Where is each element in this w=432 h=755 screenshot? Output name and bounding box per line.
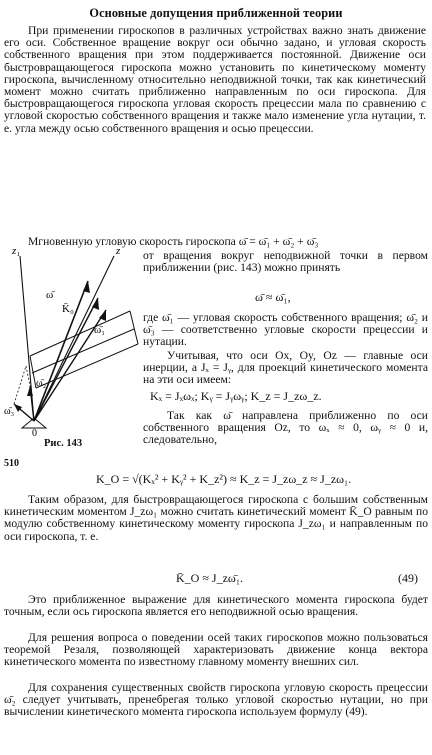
formula-projections: Kₓ = Jₓωₓ; Kᵧ = Jᵧωᵧ; K_z = J_zω_z. [150,389,322,403]
parallelogram-dash-1 [14,366,26,404]
vector-omega3-head [14,404,22,412]
paragraph-intro: При применении гироскопов в различных устройствах важно знать движение его оси. Собственное вращение вокруг оси обычно задано, и угловая скорость собственного вращения при этом поддерживается постоянной. Движение оси быстровращающегося гироскопа можно установить по кинетическому моменту гироскопа, вычисленному относительно неподвижной точки, так как кинетический момент можно считать приближенно направленным по оси гироскопа. Для быстровращающегося гироскопа угловая скорость прецессии мала по сравнению с угловой скоростью собственного вращения и также мало изменение угла нутации, т. е. угла между осью собственного вращения и осью прецессии. [4,24,426,135]
label-omega: ω̄ [46,289,54,301]
formula-49: K̄_O ≈ J_zω̄₁. [176,571,243,585]
figure-143 [2,236,142,436]
figure-caption: Рис. 143 [44,438,83,449]
label-omega3: ω̄₃ [4,406,15,417]
paragraph-fast-gyroscope: Таким образом, для быстровращающегося гироскопа с большим собственным кинетическим моментом J_zω₁ можно считать кинетический момент K̄_O равным по модулю собственному кинетическому моменту гироскопа J_zω₁ и направленным по оси гироскопа, т. е. [4,493,428,543]
vector-omega [34,298,98,421]
label-omega2: ω̄₂ [36,378,47,389]
label-ko: K̄₀ [62,303,74,315]
page-number: 510 [4,458,19,469]
vector-omega2-head [27,386,33,396]
label-origin: 0 [32,428,37,436]
paragraph-omega-along-oz: Так как ω̄ направлена приближенно по оси собственного вращения Oz, то ωₓ ≈ 0, ωᵧ ≈ 0 и, следовательно, [143,409,428,447]
label-z1: z₁ [12,245,21,257]
paragraph-precession-speed: Для сохранения существенных свойств гироскопа угловую скорость прецессии ω̄₂ следует учитывать, пренебрегая только угловой скоростью нутации, но при вычислении кинетического момента гироскопа используем формулу (49). [4,681,428,719]
paragraph-instant-velocity: Мгновенную угловую скорость гироскопа ω̄ = ω̄₁ + ω̄₂ + ω̄₃ [28,235,319,248]
label-z: z [116,245,121,257]
label-omega1: ω̄₁ [94,324,106,336]
spin-axis-z [34,256,114,421]
formula-kinetic-moment-magnitude: K_O = √(Kₓ² + Kᵧ² + K_z²) ≈ K_z = J_zω_z ≈ J_zω₁. [96,472,352,486]
disc-bottom-edge [36,344,138,388]
paragraph-omega-definitions: где ω̄₁ — угловая скорость собственного вращения; ω̄₂ и ω̄₃ — соответственно угловые скорости прецессии и нутации. [143,311,428,349]
disc-right-edge [130,311,138,344]
paragraph-principal-axes: Учитывая, что оси Ox, Oy, Oz — главные оси инерции, а Jₓ = Jᵧ, для проекций кинетического момента на эти оси имеем: [143,349,428,387]
equation-number: (49) [398,571,418,585]
paragraph-resal-theorem: Для решения вопроса о поведении осей таких гироскопов можно пользоваться теоремой Резаля, позволяющей характеризовать движение конца вектора кинетического момента по известному главному моменту внешних сил. [4,631,428,669]
formula-omega-approx: ω̄ ≈ ω̄₁, [255,290,291,304]
paragraph-first-approximation: от вращения вокруг неподвижной точки в первом приближении (рис. 143) можно принять [143,249,428,275]
disc-middle-edge [32,329,134,373]
section-heading: Основные допущения приближенной теории [89,6,343,20]
gyroscope-diagram [2,236,142,436]
paragraph-approx-expression: Это приближенное выражение для кинетического момента гироскопа будет точным, если ось гироскопа является его неподвижной осью вращения. [4,593,428,619]
precession-axis-z1 [20,256,34,421]
